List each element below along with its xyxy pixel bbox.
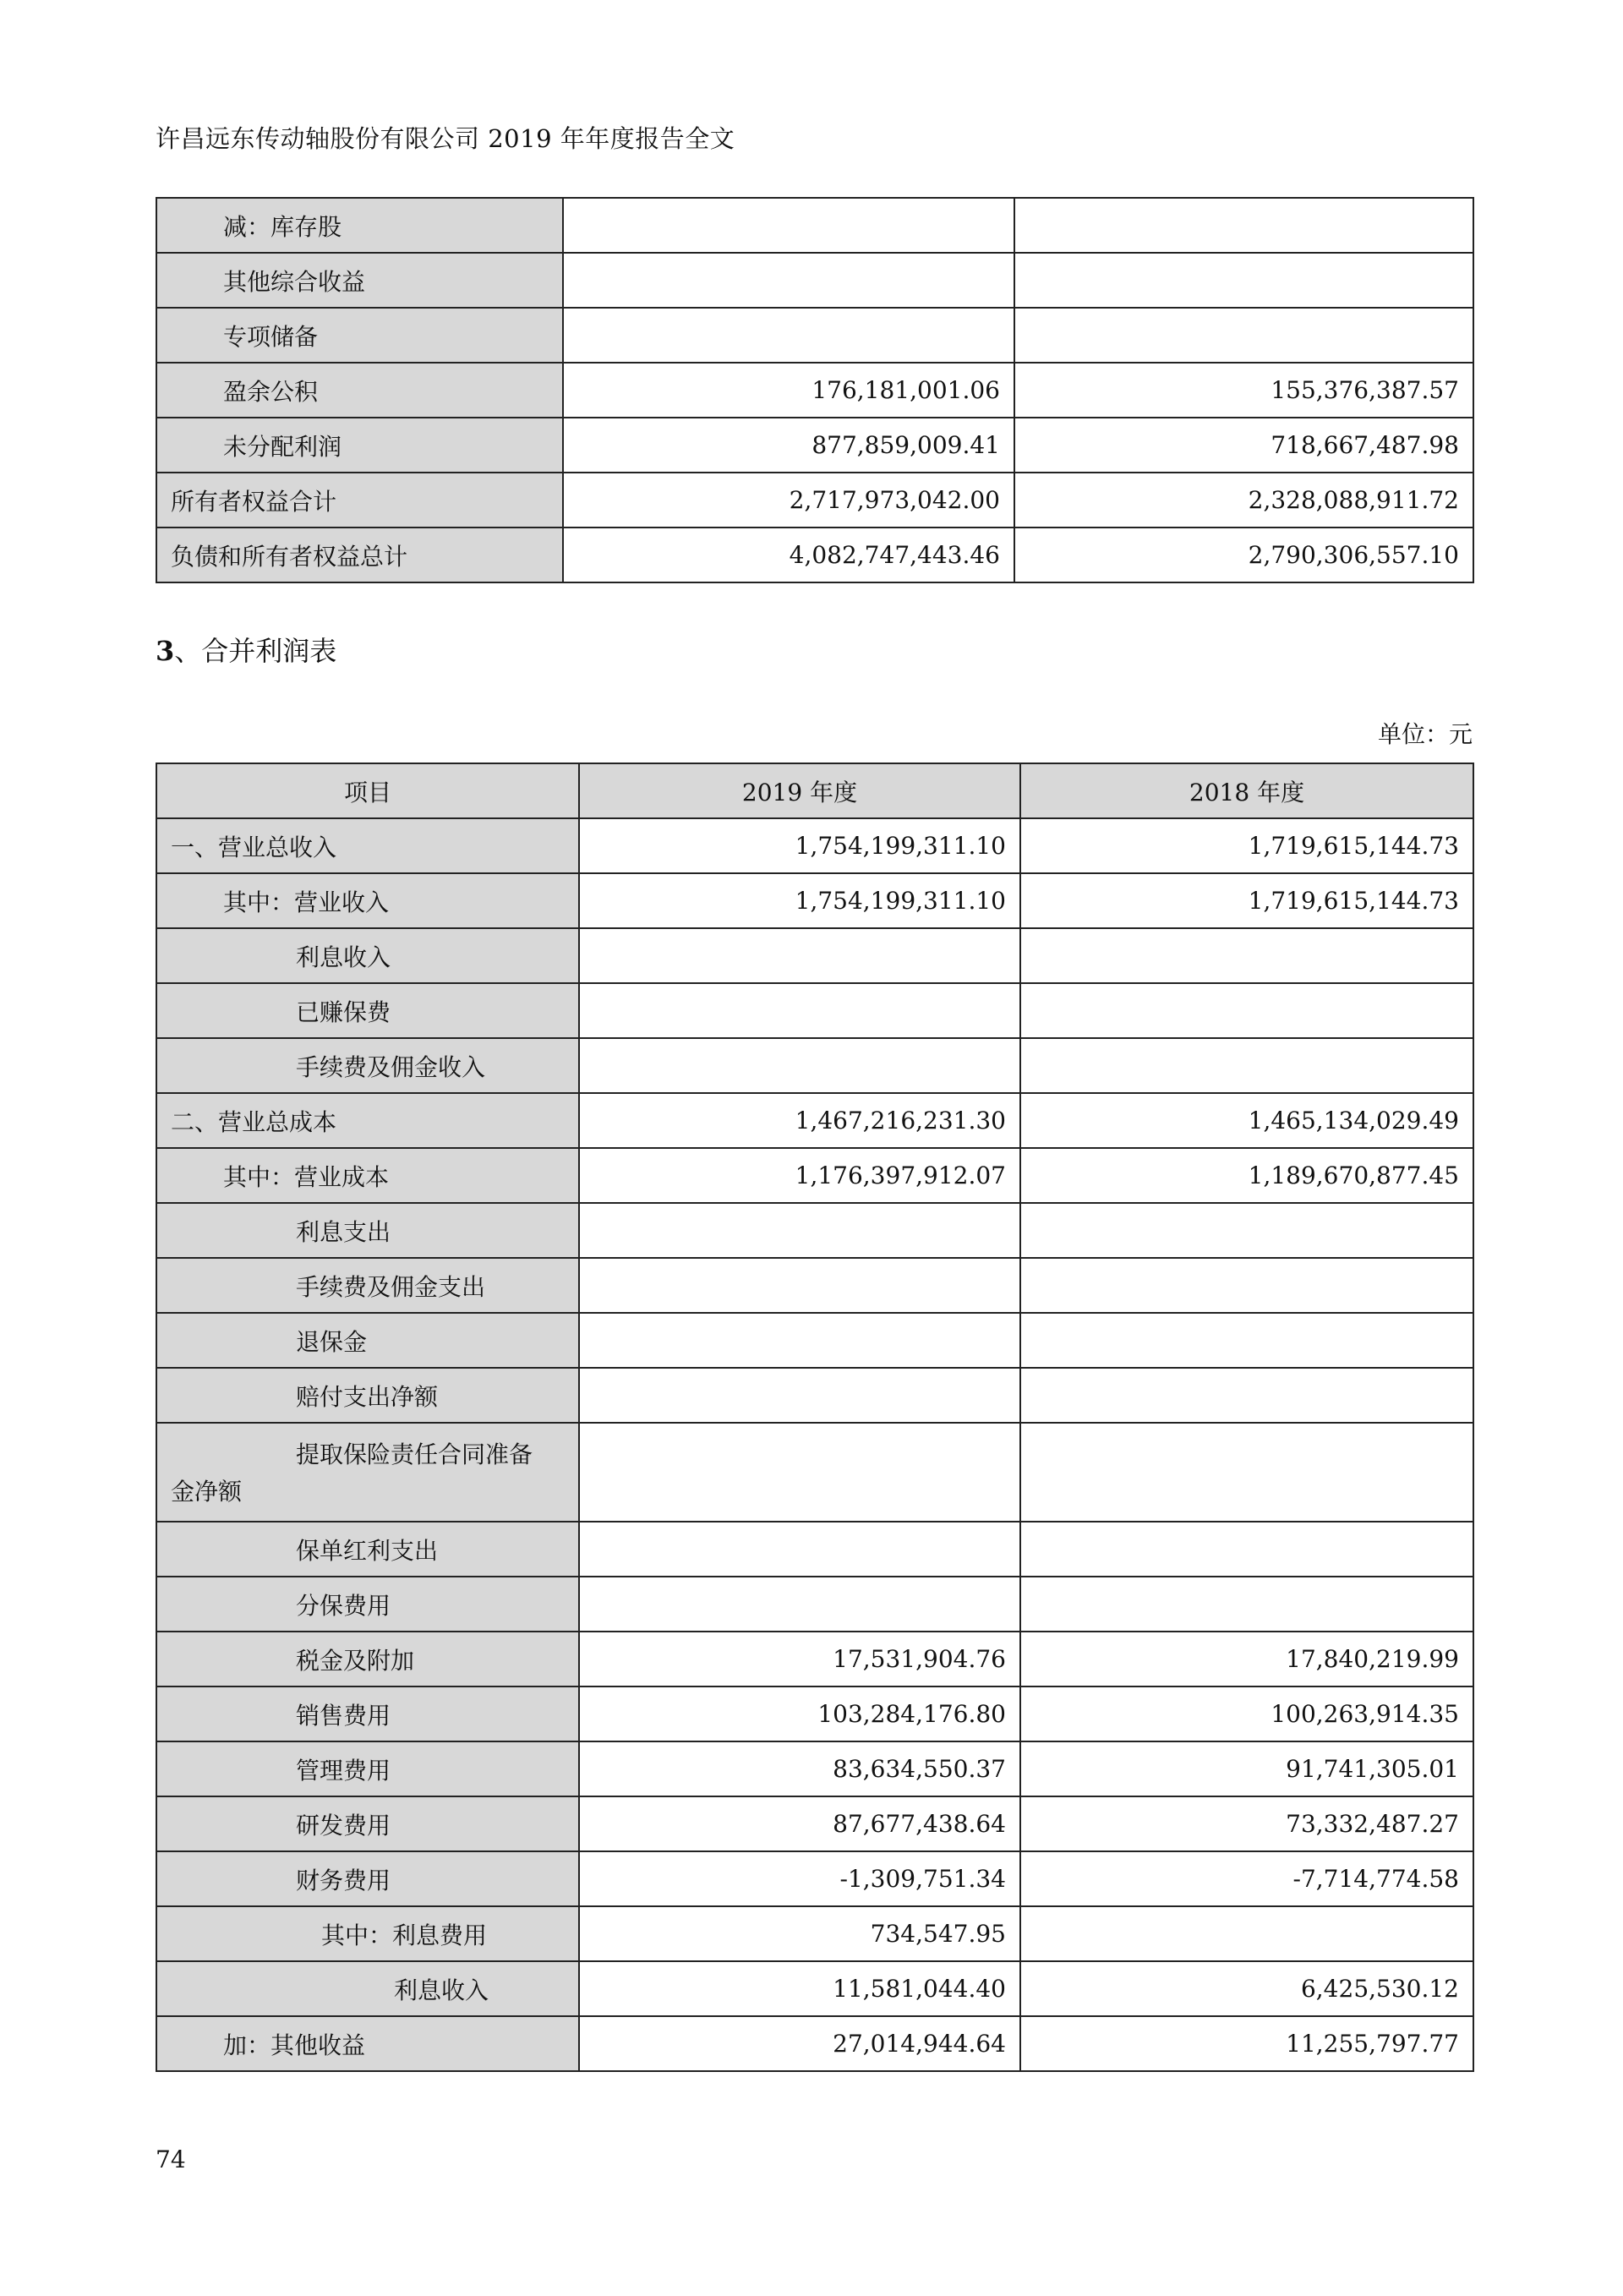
value-2018: 2,790,306,557.10 [1014,528,1473,582]
value-2019: 87,677,438.64 [579,1796,1020,1851]
value-2018: 100,263,914.35 [1020,1686,1473,1741]
value-2019: 176,181,001.06 [563,363,1014,418]
value-2018: 17,840,219.99 [1020,1632,1473,1686]
value-2019 [579,1522,1020,1577]
table-row [156,1423,1473,1522]
table-row [156,1093,1473,1148]
income-statement-body [156,818,1473,2071]
table-row [156,1258,1473,1313]
page-header: 许昌远东传动轴股份有限公司 2019 年年度报告全文 [156,124,735,153]
row-label: 销售费用 [156,1686,579,1741]
header-2019: 2019 年度 [579,763,1020,818]
table-row [156,1632,1473,1686]
table-row [156,1961,1473,2016]
value-2018: 155,376,387.57 [1014,363,1473,418]
row-label: 未分配利润 [156,418,563,473]
value-2019 [563,198,1014,253]
row-label: 减：库存股 [156,198,563,253]
table-row [156,1577,1473,1632]
value-2018 [1020,1313,1473,1368]
table-row [156,308,1473,363]
row-label: 手续费及佣金支出 [156,1258,579,1313]
table-row [156,818,1473,873]
value-2019: 1,754,199,311.10 [579,873,1020,928]
table-row [156,1038,1473,1093]
table-row [156,1686,1473,1741]
value-2019: 17,531,904.76 [579,1632,1020,1686]
value-2018 [1020,1577,1473,1632]
header-2018: 2018 年度 [1020,763,1473,818]
row-label: 一、营业总收入 [156,818,579,873]
value-2018 [1020,1522,1473,1577]
table-row [156,928,1473,983]
row-label: 财务费用 [156,1851,579,1906]
income-statement-table [156,763,1474,2072]
value-2018: 718,667,487.98 [1014,418,1473,473]
table-row [156,253,1473,308]
table-row [156,363,1473,418]
value-2019: 877,859,009.41 [563,418,1014,473]
row-label: 专项储备 [156,308,563,363]
value-2019: 83,634,550.37 [579,1741,1020,1796]
section-number: 3 [156,635,175,667]
value-2019: 4,082,747,443.46 [563,528,1014,582]
table-row [156,198,1473,253]
row-label: 其中：营业成本 [156,1148,579,1203]
header-item: 项目 [156,763,579,818]
value-2019: 2,717,973,042.00 [563,473,1014,528]
value-2019 [579,983,1020,1038]
value-2018: 73,332,487.27 [1020,1796,1473,1851]
section-title [156,630,336,669]
value-2019 [579,1038,1020,1093]
row-label: 手续费及佣金收入 [156,1038,579,1093]
row-label: 利息支出 [156,1203,579,1258]
row-label: 税金及附加 [156,1632,579,1686]
value-2019: 27,014,944.64 [579,2016,1020,2071]
value-2018: 11,255,797.77 [1020,2016,1473,2071]
value-2019 [563,308,1014,363]
table-row [156,473,1473,528]
row-label [156,1423,579,1522]
row-label: 利息收入 [156,928,579,983]
value-2019 [579,1577,1020,1632]
row-label: 所有者权益合计 [156,473,563,528]
value-2018: 1,719,615,144.73 [1020,818,1473,873]
value-2018 [1020,983,1473,1038]
value-2018 [1020,1038,1473,1093]
value-2018: 91,741,305.01 [1020,1741,1473,1796]
value-2019: 734,547.95 [579,1906,1020,1961]
value-2019 [579,1368,1020,1423]
value-2019: 1,754,199,311.10 [579,818,1020,873]
row-label-line1: 提取保险责任合同准备 [296,1440,533,1468]
value-2018: 6,425,530.12 [1020,1961,1473,2016]
table-row [156,1522,1473,1577]
row-label: 保单红利支出 [156,1522,579,1577]
value-2018 [1020,1258,1473,1313]
value-2018: 1,189,670,877.45 [1020,1148,1473,1203]
balance-sheet-body [156,198,1473,582]
value-2018 [1014,308,1473,363]
unit-label: 单位：元 [1377,720,1473,748]
value-2018: 1,465,134,029.49 [1020,1093,1473,1148]
value-2019: 11,581,044.40 [579,1961,1020,2016]
row-label: 其他综合收益 [156,253,563,308]
table-row [156,1851,1473,1906]
row-label: 盈余公积 [156,363,563,418]
value-2019 [579,1258,1020,1313]
row-label-line2: 金净额 [171,1477,243,1506]
row-label: 分保费用 [156,1577,579,1632]
value-2019: 103,284,176.80 [579,1686,1020,1741]
value-2019: -1,309,751.34 [579,1851,1020,1906]
table-row [156,983,1473,1038]
value-2018 [1020,1906,1473,1961]
row-label: 其中：营业收入 [156,873,579,928]
value-2018: -7,714,774.58 [1020,1851,1473,1906]
table-row [156,873,1473,928]
table-row [156,1148,1473,1203]
row-label: 赔付支出净额 [156,1368,579,1423]
value-2018 [1020,1203,1473,1258]
table-row [156,1906,1473,1961]
balance-sheet-table [156,197,1474,583]
row-label: 利息收入 [156,1961,579,2016]
value-2018 [1020,1423,1473,1522]
value-2018: 2,328,088,911.72 [1014,473,1473,528]
row-label: 负债和所有者权益总计 [156,528,563,582]
row-label: 其中：利息费用 [156,1906,579,1961]
table-row [156,1203,1473,1258]
table-row [156,1741,1473,1796]
value-2019: 1,176,397,912.07 [579,1148,1020,1203]
table-header-row [156,763,1473,818]
value-2018: 1,719,615,144.73 [1020,873,1473,928]
value-2018 [1020,1368,1473,1423]
value-2019 [579,1203,1020,1258]
value-2019: 1,467,216,231.30 [579,1093,1020,1148]
value-2019 [579,1423,1020,1522]
value-2019 [579,1313,1020,1368]
page-number: 74 [156,2146,186,2173]
value-2018 [1020,928,1473,983]
value-2019 [579,928,1020,983]
value-2019 [563,253,1014,308]
row-label: 退保金 [156,1313,579,1368]
table-row [156,418,1473,473]
table-row [156,1368,1473,1423]
value-2018 [1014,198,1473,253]
value-2018 [1014,253,1473,308]
row-label: 已赚保费 [156,983,579,1038]
table-row [156,2016,1473,2071]
table-row [156,1313,1473,1368]
section-title-text: 、合并利润表 [174,635,337,667]
row-label: 加：其他收益 [156,2016,579,2071]
row-label: 管理费用 [156,1741,579,1796]
row-label: 二、营业总成本 [156,1093,579,1148]
table-row [156,1796,1473,1851]
row-label: 研发费用 [156,1796,579,1851]
table-row [156,528,1473,582]
